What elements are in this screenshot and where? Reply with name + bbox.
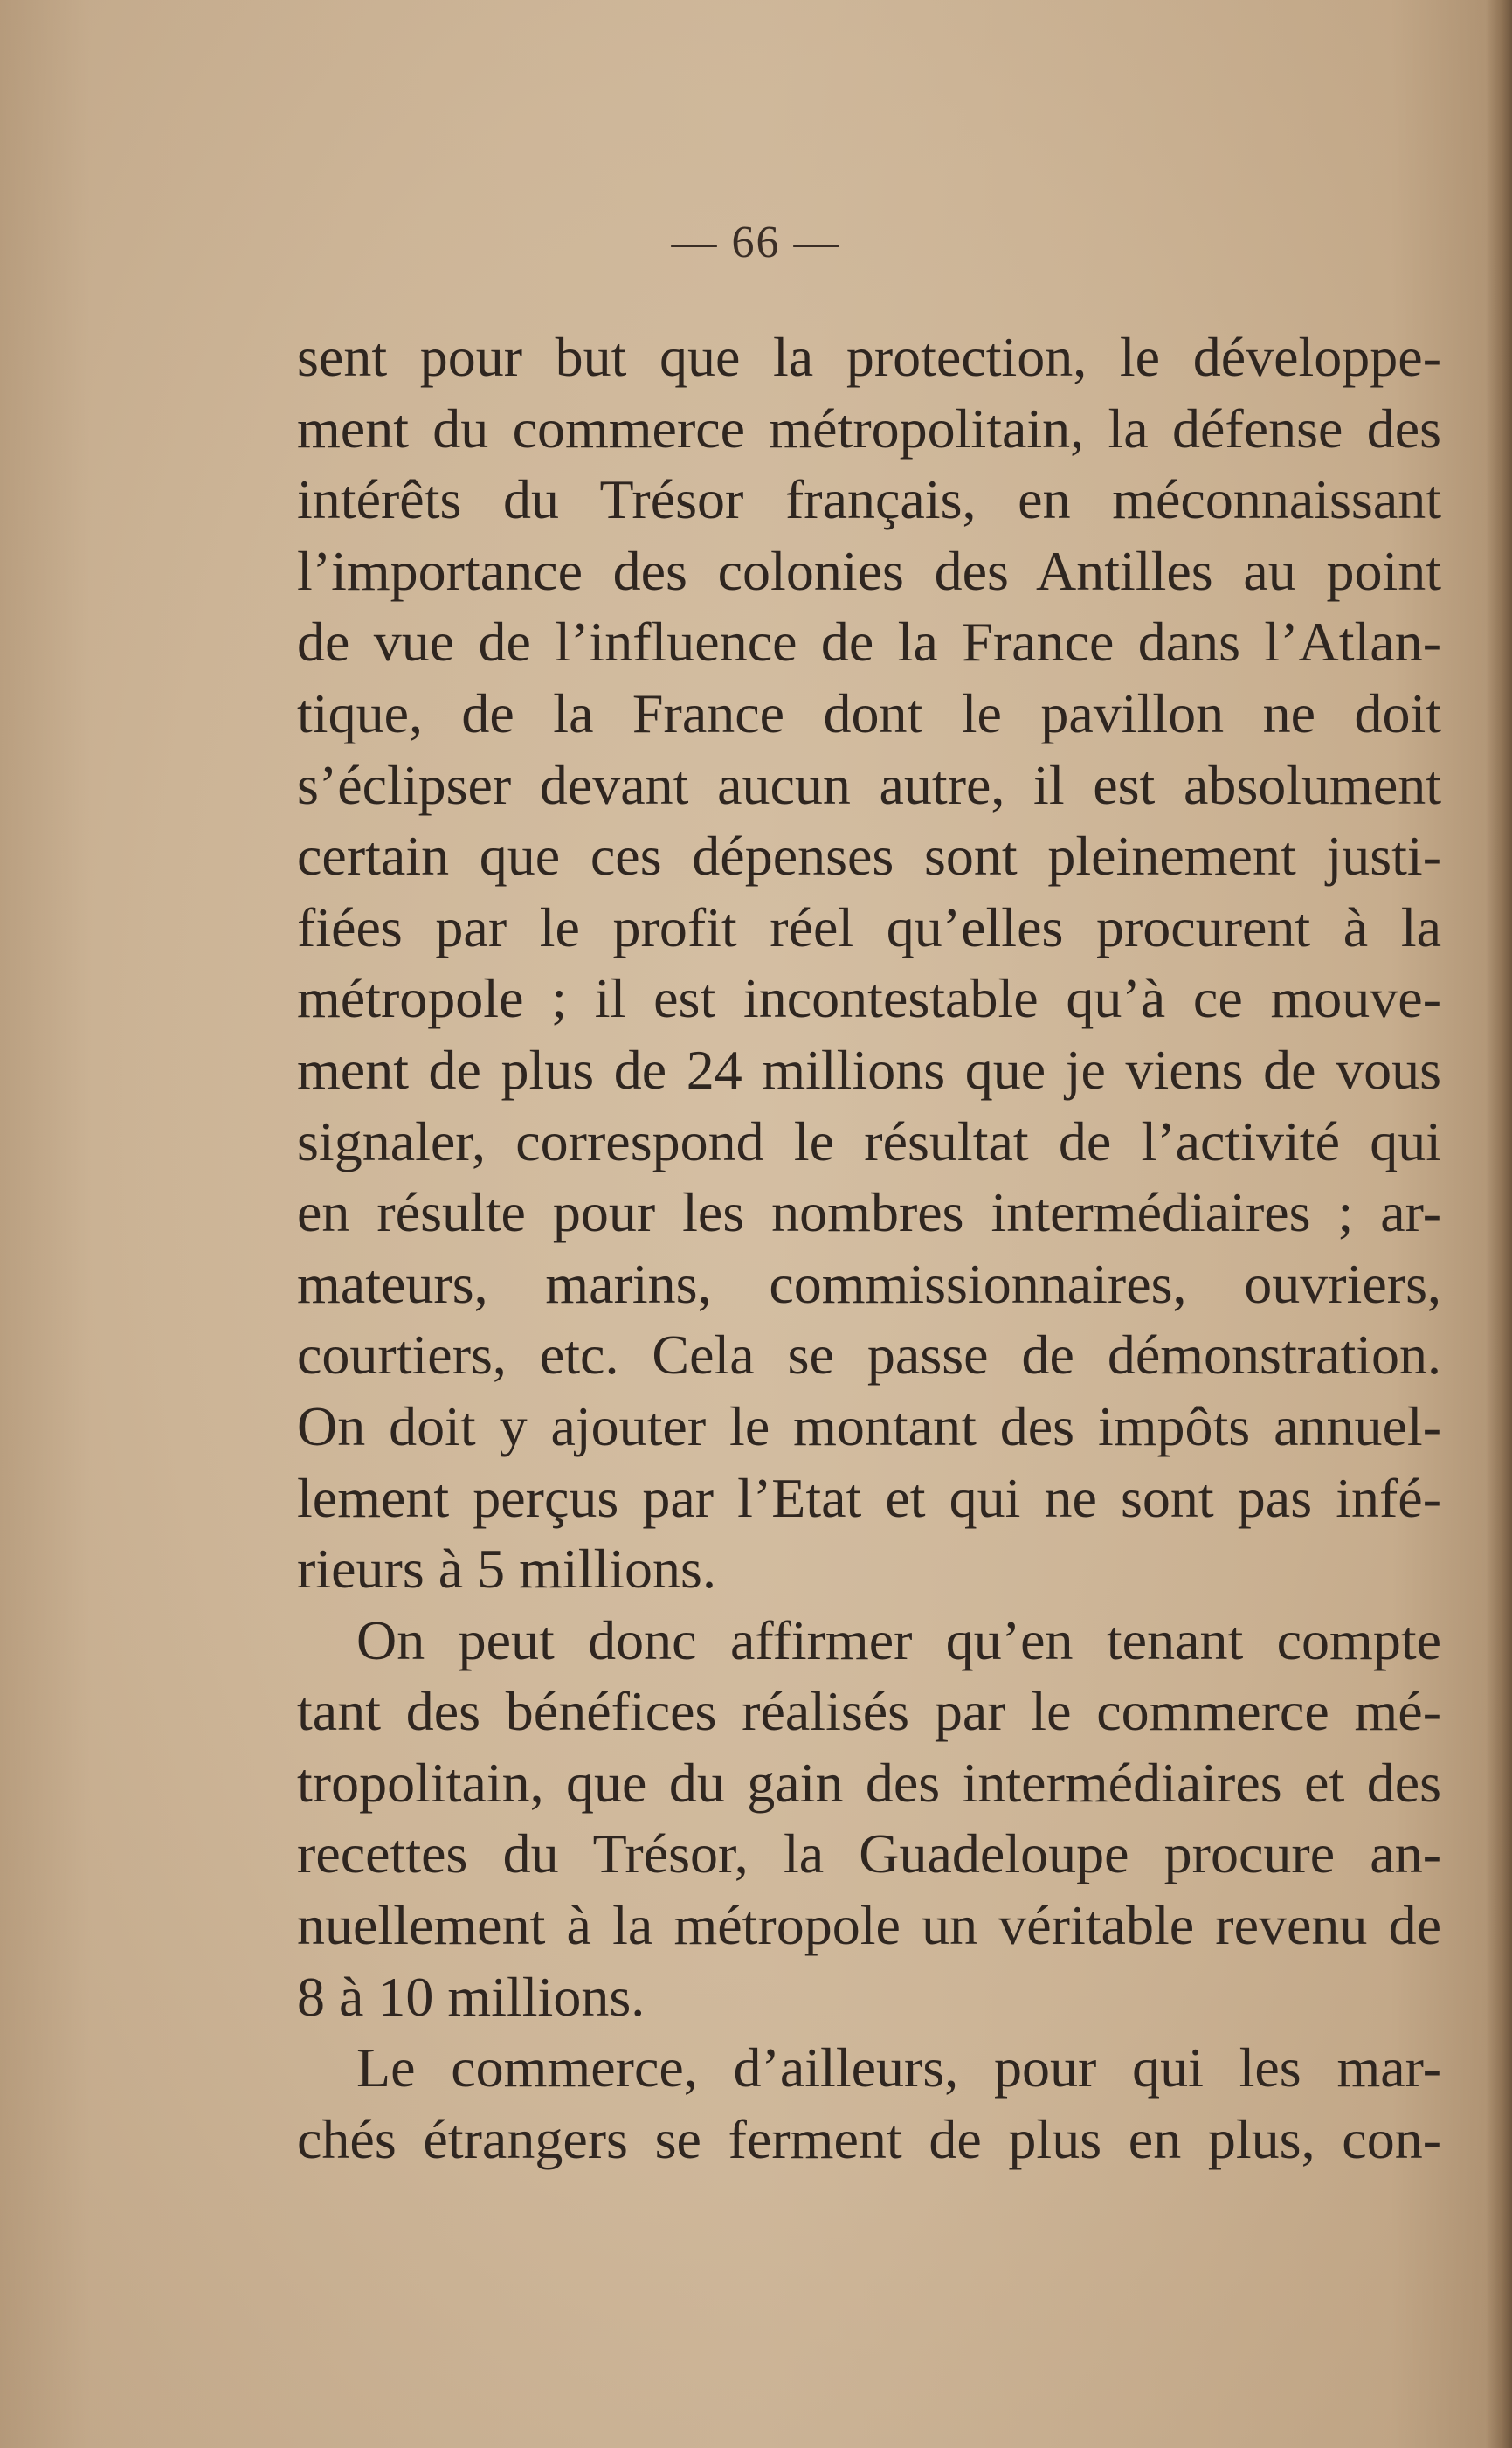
text-line: 8 à 10 millions. — [297, 1965, 646, 2028]
page-number: — 66 — — [671, 218, 841, 267]
text-line: sent pour but que la protection, le développe- — [297, 326, 1441, 388]
text-line: tropolitain, que du gain des intermédiaires et des — [297, 1751, 1441, 1814]
text-line: lement perçus par l’Etat et qui ne sont pas infé- — [297, 1466, 1441, 1529]
text-line: recettes du Trésor, la Guadeloupe procure an- — [297, 1822, 1441, 1885]
text-line: ment du commerce métropolitain, la défense des — [297, 397, 1441, 460]
text-line: métropole ; il est incontestable qu’à ce mouve- — [297, 967, 1441, 1030]
text-line: s’éclipser devant aucun autre, il est absolument — [297, 753, 1441, 816]
text-line: ment de plus de 24 millions que je viens de vous — [297, 1038, 1441, 1101]
text-line: signaler, correspond le résultat de l’activité qui — [297, 1110, 1441, 1172]
text-line: rieurs à 5 millions. — [297, 1538, 716, 1601]
text-line: chés étrangers se ferment de plus en plus, con- — [297, 2107, 1441, 2170]
text-line: On peut donc affirmer qu’en tenant compte — [356, 1608, 1441, 1671]
page-edge-shadow — [1486, 0, 1512, 2448]
text-line: tique, de la France dont le pavillon ne doit — [297, 681, 1441, 744]
text-line: courtiers, etc. Cela se passe de démonstration. — [297, 1324, 1441, 1387]
text-line: intérêts du Trésor français, en méconnaissant — [297, 468, 1441, 531]
text-line: Le commerce, d’ailleurs, pour qui les mar- — [356, 2037, 1441, 2099]
text-line: nuellement à la métropole un véritable revenu de — [297, 1894, 1441, 1957]
text-line: en résulte pour les nombres intermédiaires ; ar- — [297, 1181, 1441, 1244]
text-line: l’importance des colonies des Antilles au point — [297, 539, 1441, 602]
text-line: fiées par le profit réel qu’elles procurent à la — [297, 896, 1441, 958]
text-line: de vue de l’influence de la France dans l’Atlan- — [297, 611, 1441, 674]
text-line: certain que ces dépenses sont pleinement justi- — [297, 825, 1441, 888]
body-text — [297, 322, 1441, 2175]
text-line: On doit y ajouter le montant des impôts annuel- — [297, 1394, 1441, 1457]
text-line: tant des bénéfices réalisés par le commerce mé- — [297, 1680, 1441, 1743]
text-line: mateurs, marins, commissionnaires, ouvriers, — [297, 1252, 1441, 1315]
